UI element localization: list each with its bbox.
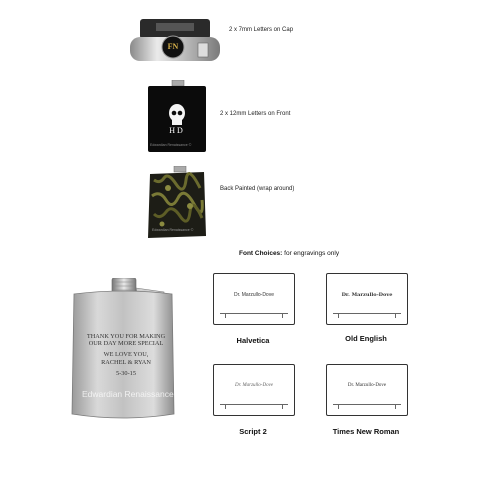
engraved-line-5: RACHEL & RYAN <box>101 358 151 366</box>
font-label-old-english: Old English <box>345 334 387 343</box>
skull-flask-watermark: Edwardian Renaissance © <box>150 143 192 147</box>
front-caption: 2 x 12mm Letters on Front <box>220 111 291 117</box>
card-slot-line <box>333 313 401 319</box>
cap-caption: 2 x 7mm Letters on Cap <box>229 27 294 33</box>
cap-letters: FN <box>167 42 179 51</box>
engraved-flask-watermark: Edwardian Renaissance © <box>82 389 183 399</box>
font-sample-script-2: Dr. Marzullo-Dove <box>234 383 274 388</box>
font-label-halvetica: Halvetica <box>236 336 270 345</box>
font-choices-bold: Font Choices: <box>239 250 283 257</box>
painted-flask-watermark: Edwardian Renaissance © <box>152 228 194 232</box>
font-choices-title <box>239 250 339 257</box>
card-slot-line <box>333 404 401 410</box>
font-card-script-2 <box>213 364 295 416</box>
font-choices-note: for engravings only <box>282 250 340 257</box>
engraved-message <box>78 333 174 377</box>
font-sample-old-english: Dr. Marzullo-Dove <box>341 292 393 298</box>
font-label-times-new-roman: Times New Roman <box>332 427 400 436</box>
font-card-halvetica <box>213 273 295 325</box>
front-letters: HD <box>169 126 185 135</box>
card-slot-line <box>220 404 288 410</box>
painted-caption: Back Painted (wrap around) <box>220 186 295 192</box>
card-slot-line <box>220 313 288 319</box>
font-sample-times-new-roman: Dr. Marzullo-Dove <box>347 383 387 388</box>
engraved-line-7: 5-30-15 <box>116 369 136 377</box>
font-sample-halvetica: Dr. Marzullo-Dove <box>233 292 274 298</box>
font-card-old-english <box>326 273 408 325</box>
font-label-script-2: Script 2 <box>239 427 267 436</box>
engraved-line-2: OUR DAY MORE SPECIAL <box>88 340 164 348</box>
font-card-times-new-roman <box>326 364 408 416</box>
engraved-line-4: WE LOVE YOU, <box>103 351 149 359</box>
engraved-line-1: THANK YOU FOR MAKING <box>86 333 166 340</box>
